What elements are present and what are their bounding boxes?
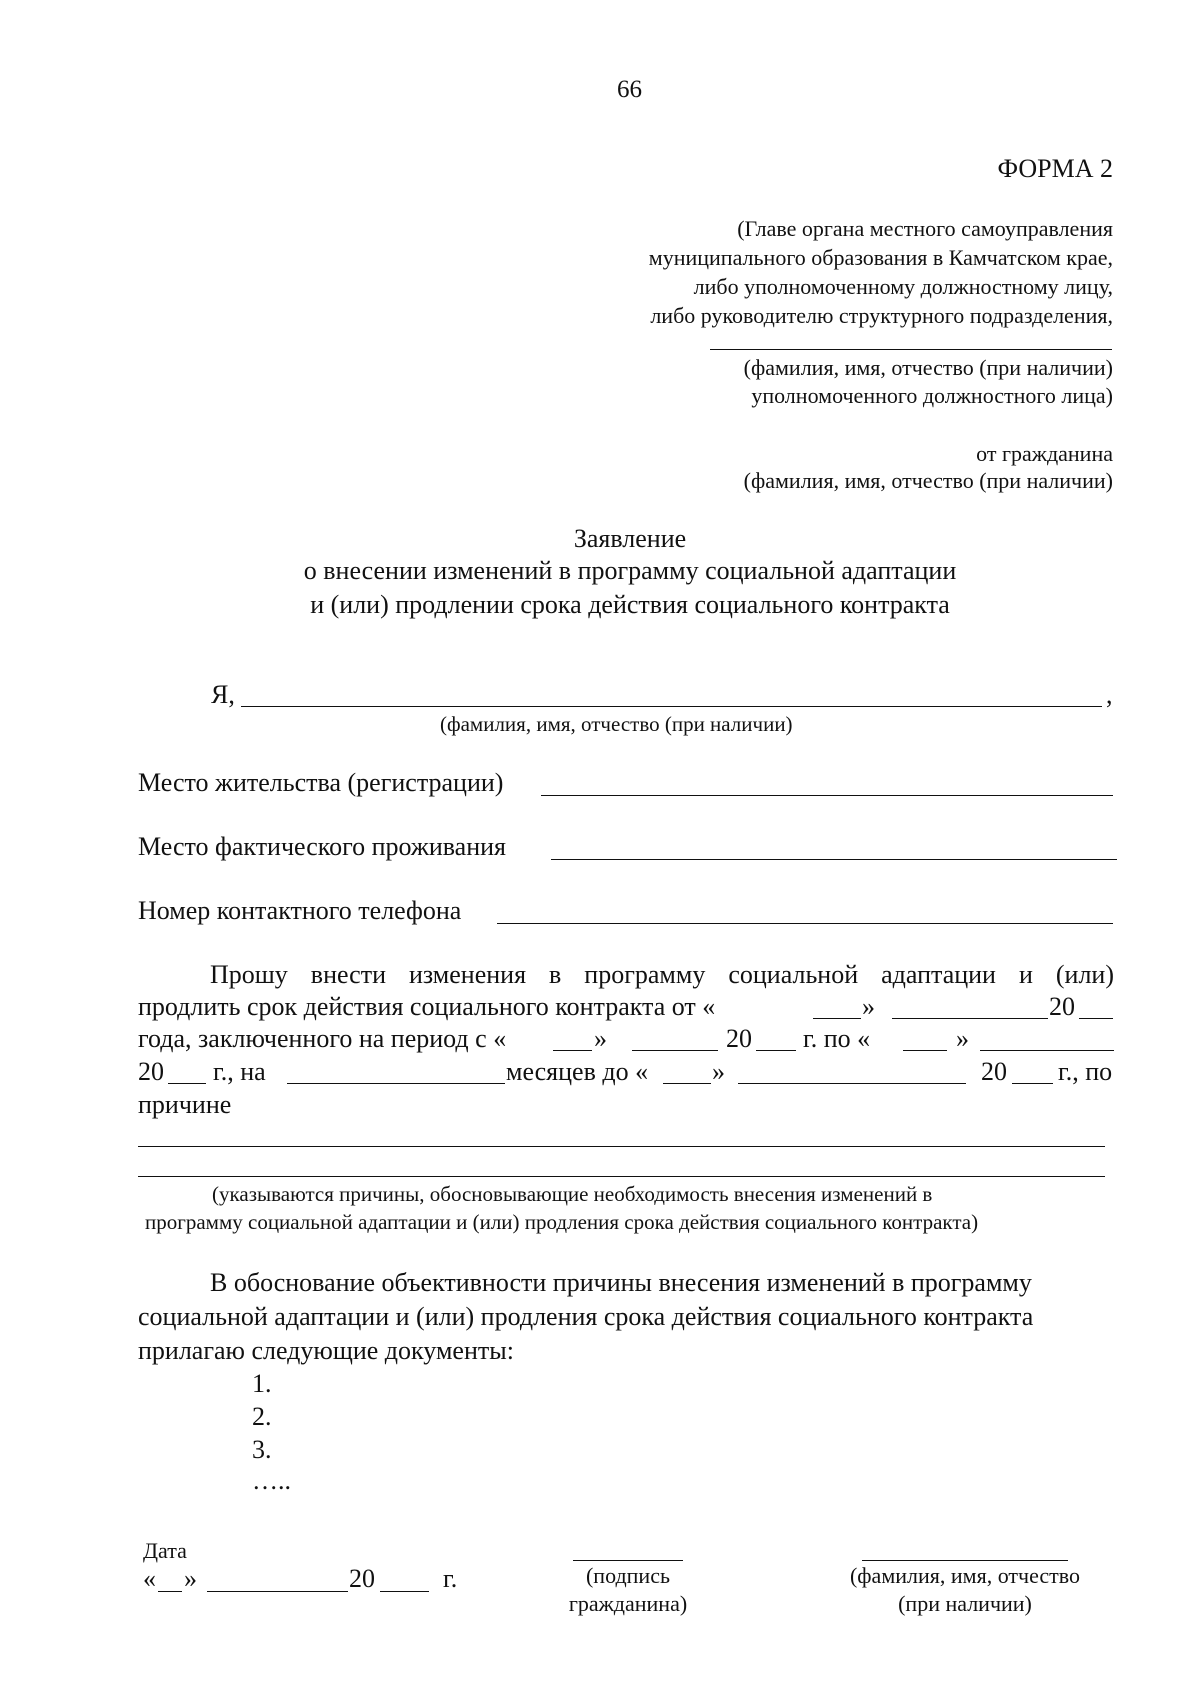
signature-hint: гражданина) [568, 1591, 688, 1616]
list-item: ….. [252, 1466, 291, 1495]
applicant-name-line [241, 706, 1102, 707]
period-start-month-line [632, 1050, 718, 1051]
until-year-line [1012, 1083, 1053, 1084]
date-year-suffix: г. [443, 1564, 458, 1593]
request-until-label: месяцев до « [506, 1057, 649, 1086]
date-month-line [207, 1591, 348, 1592]
phone-label: Номер контактного телефона [138, 896, 462, 925]
request-line-4: 20 [138, 1057, 164, 1086]
date-year-prefix: 20 [349, 1564, 375, 1593]
months-count-line [287, 1083, 505, 1084]
until-day-line [663, 1083, 711, 1084]
request-line-1: Прошу внести изменения в программу социальной адаптации и (или) [210, 960, 1114, 989]
until-month-line [738, 1083, 966, 1084]
date-year-line [380, 1591, 429, 1592]
document-subtitle: и (или) продлении срока действия социального контракта [310, 590, 950, 619]
request-year-prefix: 20 [981, 1057, 1007, 1086]
reason-line-2 [138, 1176, 1105, 1177]
signature-line [573, 1560, 683, 1561]
addressee-line: либо руководителю структурного подразделения, [650, 303, 1113, 328]
reason-line-1 [138, 1146, 1105, 1147]
addressee-line: либо уполномоченному должностному лицу, [693, 274, 1113, 299]
request-months-prefix: г., на [213, 1057, 266, 1086]
official-hint: (фамилия, имя, отчество (при наличии) [743, 355, 1113, 380]
contract-day-line [813, 1018, 861, 1019]
date-open-quote: « [143, 1564, 156, 1593]
document-title: Заявление [573, 524, 687, 553]
request-year-prefix: 20 [726, 1024, 752, 1053]
request-quote: » [594, 1024, 607, 1053]
request-quote: » [862, 992, 875, 1021]
name-hint: (фамилия, имя, отчество [849, 1563, 1081, 1588]
name-hint: (при наличии) [898, 1591, 1032, 1616]
request-line-3: года, заключенного на период с « [138, 1024, 507, 1053]
form-label: ФОРМА 2 [997, 154, 1113, 183]
residence-line [541, 795, 1113, 796]
applicant-suffix: , [1106, 680, 1113, 709]
request-line-5: причине [138, 1090, 232, 1119]
contract-year-line [1079, 1018, 1113, 1019]
reason-hint: (указываются причины, обосновывающие необходимость внесения изменений в [212, 1182, 933, 1206]
actual-residence-label: Место фактического проживания [138, 832, 507, 861]
official-hint: уполномоченного должностного лица) [751, 383, 1113, 408]
justification-text: В обоснование объективности причины внесения изменений в программу [210, 1268, 1032, 1297]
list-item: 2. [252, 1402, 272, 1431]
page-number: 66 [617, 76, 642, 103]
residence-label: Место жительства (регистрации) [138, 768, 504, 797]
phone-line [497, 923, 1113, 924]
list-item: 3. [252, 1435, 272, 1464]
request-line-2: продлить срок действия социального контракта от « [138, 992, 716, 1021]
period-end-month-line [980, 1050, 1114, 1051]
official-name-line [710, 349, 1112, 350]
period-start-day-line [553, 1050, 592, 1051]
justification-text: прилагаю следующие документы: [138, 1336, 514, 1365]
period-start-year-line [756, 1050, 796, 1051]
period-end-year-line [168, 1083, 206, 1084]
addressee-line: муниципального образования в Камчатском крае, [648, 245, 1113, 270]
request-reason-prefix: г., по [1058, 1057, 1113, 1086]
period-end-day-line [903, 1050, 947, 1051]
from-citizen-hint: (фамилия, имя, отчество (при наличии) [743, 468, 1113, 493]
document-subtitle: о внесении изменений в программу социальной адаптации [303, 556, 957, 585]
request-to-label: г. по « [803, 1024, 871, 1053]
actual-residence-line [551, 859, 1117, 860]
addressee-line: (Главе органа местного самоуправления [737, 216, 1113, 241]
contract-month-line [892, 1018, 1048, 1019]
signature-hint: (подпись [585, 1563, 670, 1588]
reason-hint: программу социальной адаптации и (или) продления срока действия социального контракта) [145, 1210, 979, 1234]
list-item: 1. [252, 1369, 272, 1398]
date-label: Дата [143, 1538, 187, 1563]
applicant-hint: (фамилия, имя, отчество (при наличии) [440, 712, 793, 736]
date-close-quote: » [184, 1564, 197, 1593]
request-quote: » [712, 1057, 725, 1086]
justification-text: социальной адаптации и (или) продления срока действия социального контракта [138, 1302, 1034, 1331]
request-year-prefix: 20 [1049, 992, 1075, 1021]
applicant-prefix: Я, [211, 680, 235, 709]
request-quote: » [956, 1024, 969, 1053]
from-citizen-label: от гражданина [976, 441, 1113, 466]
date-day-line [158, 1591, 182, 1592]
name-line [862, 1560, 1068, 1561]
